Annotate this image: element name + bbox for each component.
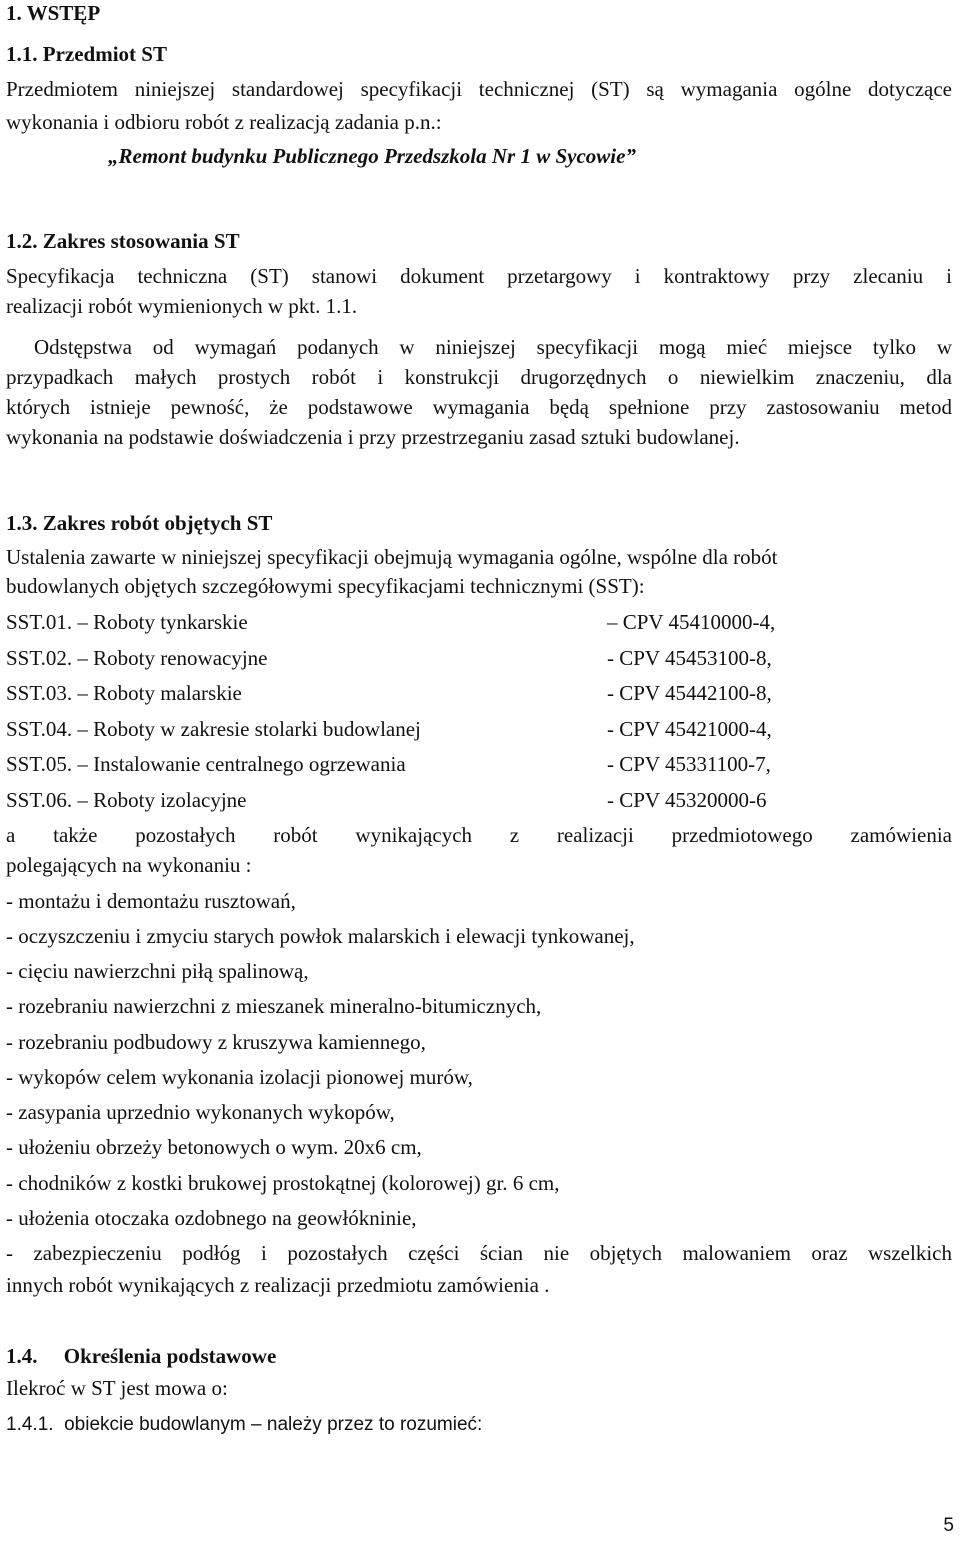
section-1-1-line-2: wykonania i odbioru robót z realizacją zadania p.n.: (6, 110, 442, 134)
section-1-2-para-line: Odstępstwa od wymagań podanych w niniejszej specyfikacji mogą mieć miejsce tylko w (34, 335, 952, 359)
sst-item-name: SST.05. – Instalowanie centralnego ogrzewania (6, 752, 406, 776)
sst-item-name: SST.06. – Roboty izolacyjne (6, 788, 247, 812)
works-last-line-1: - zabezpieczeniu podłóg i pozostałych części ścian nie objętych malowaniem oraz wszelkich (6, 1241, 952, 1265)
section-1-3-intro-line: Ustalenia zawarte w niniejszej specyfikacji obejmują wymagania ogólne, wspólne dla robót (6, 545, 778, 569)
section-1-3-heading: 1.3. Zakres robót objętych ST (6, 511, 273, 535)
section-1-1-line-1: Przedmiotem niniejszej standardowej specyfikacji technicznej (ST) są wymagania ogólne dotyczące (6, 77, 952, 101)
works-list-item: - zasypania uprzednio wykonanych wykopów, (6, 1100, 395, 1124)
also-line-1: a także pozostałych robót wynikających z realizacji przedmiotowego zamówienia (6, 823, 952, 847)
section-1-4-1-line: 1.4.1. obiekcie budowlanym – należy przez to rozumieć: (6, 1414, 483, 1435)
works-list-item: - montażu i demontażu rusztowań, (6, 889, 296, 913)
sst-item-name: SST.01. – Roboty tynkarskie (6, 610, 248, 634)
also-line-2: polegających na wykonaniu : (6, 853, 252, 877)
page-number: 5 (943, 1515, 954, 1536)
chapter-heading: 1. WSTĘP (6, 1, 101, 25)
section-1-4-heading: 1.4. Określenia podstawowe (6, 1344, 277, 1368)
section-1-2-para-line: wykonania na podstawie doświadczenia i przy przestrzeganiu zasad sztuki budowlanej. (6, 425, 740, 449)
works-list-item: - cięciu nawierzchni piłą spalinową, (6, 959, 309, 983)
section-1-2-heading: 1.2. Zakres stosowania ST (6, 229, 240, 253)
sst-item-name: SST.03. – Roboty malarskie (6, 681, 242, 705)
works-list-item: - rozebraniu nawierzchni z mieszanek mineralno-bitumicznych, (6, 994, 542, 1018)
section-1-3-intro-line: budowlanych objętych szczegółowymi specyfikacjami technicznymi (SST): (6, 574, 645, 598)
sst-item-cpv: – CPV 45410000-4, (607, 610, 776, 634)
section-1-1-heading: 1.1. Przedmiot ST (6, 42, 167, 66)
task-title: „Remont budynku Publicznego Przedszkola Nr 1 w Sycowie” (108, 144, 636, 168)
section-1-2-para-line: przypadkach małych prostych robót i konstrukcji drugorzędnych o niewielkim znaczeniu, dla (6, 365, 952, 389)
works-list-item: - ułożeniu obrzeży betonowych o wym. 20x6 cm, (6, 1135, 422, 1159)
sst-item-cpv: - CPV 45331100-7, (607, 752, 771, 776)
works-list-item: - chodników z kostki brukowej prostokątnej (kolorowej) gr. 6 cm, (6, 1171, 560, 1195)
works-last-line-2: innych robót wynikających z realizacji przedmiotu zamówienia . (6, 1273, 550, 1297)
works-list-item: - ułożenia otoczaka ozdobnego na geowłókninie, (6, 1206, 417, 1230)
section-1-4-line-1: Ilekroć w ST jest mowa o: (6, 1376, 228, 1400)
sst-item-cpv: - CPV 45442100-8, (607, 681, 772, 705)
works-list-item: - rozebraniu podbudowy z kruszywa kamiennego, (6, 1030, 426, 1054)
sst-item-cpv: - CPV 45453100-8, (607, 646, 772, 670)
sst-item-name: SST.04. – Roboty w zakresie stolarki budowlanej (6, 717, 421, 741)
sst-item-cpv: - CPV 45320000-6 (607, 788, 767, 812)
section-1-2-line-1: Specyfikacja techniczna (ST) stanowi dokument przetargowy i kontraktowy przy zlecaniu i (6, 264, 952, 288)
sst-item-name: SST.02. – Roboty renowacyjne (6, 646, 268, 670)
section-1-2-line-2: realizacji robót wymienionych w pkt. 1.1. (6, 294, 358, 318)
sst-item-cpv: - CPV 45421000-4, (607, 717, 772, 741)
works-list-item: - oczyszczeniu i zmyciu starych powłok malarskich i elewacji tynkowanej, (6, 924, 635, 948)
works-list-item: - wykopów celem wykonania izolacji pionowej murów, (6, 1065, 473, 1089)
section-1-2-para-line: których istnieje pewność, że podstawowe wymagania będą spełnione przy zastosowaniu metod (6, 395, 952, 419)
